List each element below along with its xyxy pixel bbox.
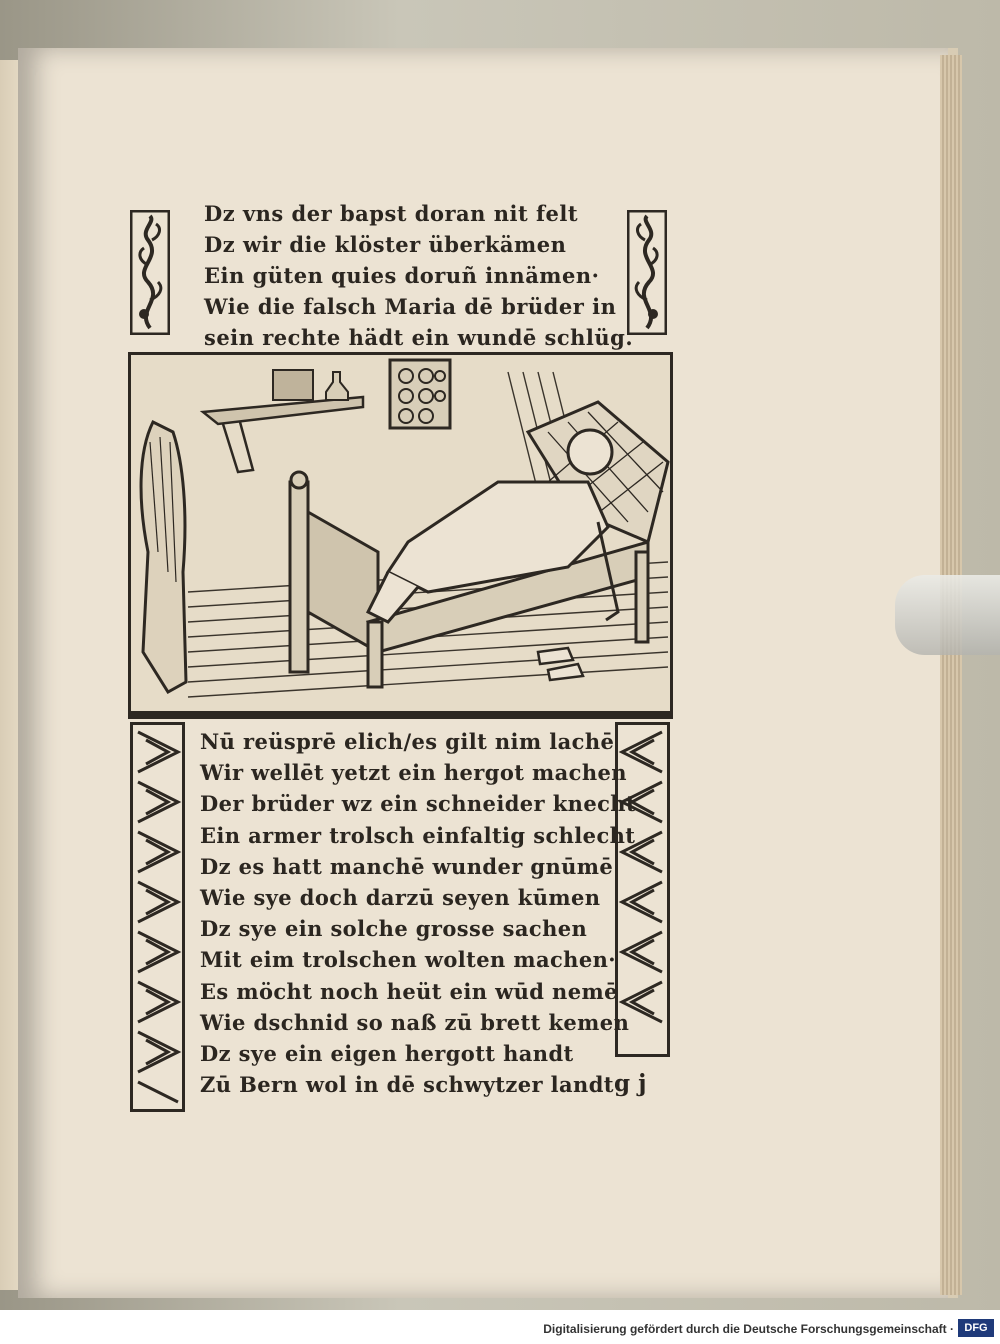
verse-line: Ein güten quies doruñ innämen· bbox=[204, 263, 600, 288]
verse-line: Nū reüsprē elich/es gilt nim lachē bbox=[200, 729, 615, 754]
bottom-rule bbox=[128, 714, 673, 719]
footer-bar bbox=[0, 1310, 1000, 1344]
top-left-ornament bbox=[130, 210, 170, 335]
verse-line: Dz vns der bapst doran nit felt bbox=[204, 201, 579, 226]
page-clip bbox=[895, 575, 1000, 655]
page-edges bbox=[940, 55, 962, 1295]
chapter-heading-line: sein rechte hädt ein wundē schlüg. bbox=[204, 325, 634, 350]
woodcut-illustration bbox=[128, 352, 673, 714]
left-zigzag-border bbox=[130, 722, 185, 1112]
verse-line: Wie dschnid so naß zū brett kemen bbox=[200, 1009, 630, 1035]
verse-line: Ein armer trolsch einfaltig schlecht bbox=[200, 822, 636, 848]
top-verse bbox=[204, 198, 634, 353]
chapter-heading-line: Wie die falsch Maria dē brüder in bbox=[204, 294, 617, 319]
dfg-logo: DFG bbox=[958, 1319, 994, 1337]
verse-line: Dz es hatt manchē wunder gnūmē bbox=[200, 853, 614, 879]
verse-line: Dz sye ein solche grosse sachen bbox=[200, 916, 588, 942]
top-right-ornament bbox=[627, 210, 667, 335]
funding-credit: Digitalisierung gefördert durch die Deutsche Forschungsgemeinschaft · bbox=[543, 1322, 954, 1336]
signature-mark: g j bbox=[614, 1070, 647, 1097]
verse-line: Wie sye doch darzū seyen kūmen bbox=[200, 884, 601, 910]
verse-line: Dz sye ein eigen hergott handt bbox=[200, 1040, 574, 1066]
verse-line: Wir wellēt yetzt ein hergot machen bbox=[200, 760, 627, 786]
verse-line: Es möcht noch heüt ein wūd nemē bbox=[200, 978, 618, 1004]
verse-line: Der brüder wz ein schneider knecht bbox=[200, 791, 637, 817]
verse-line: Mit eim trolschen wolten machen· bbox=[200, 947, 616, 973]
verse-line: Zū Bern wol in dē schwytzer landt· bbox=[200, 1072, 622, 1098]
verse-line: Dz wir die klöster überkämen bbox=[204, 232, 567, 257]
